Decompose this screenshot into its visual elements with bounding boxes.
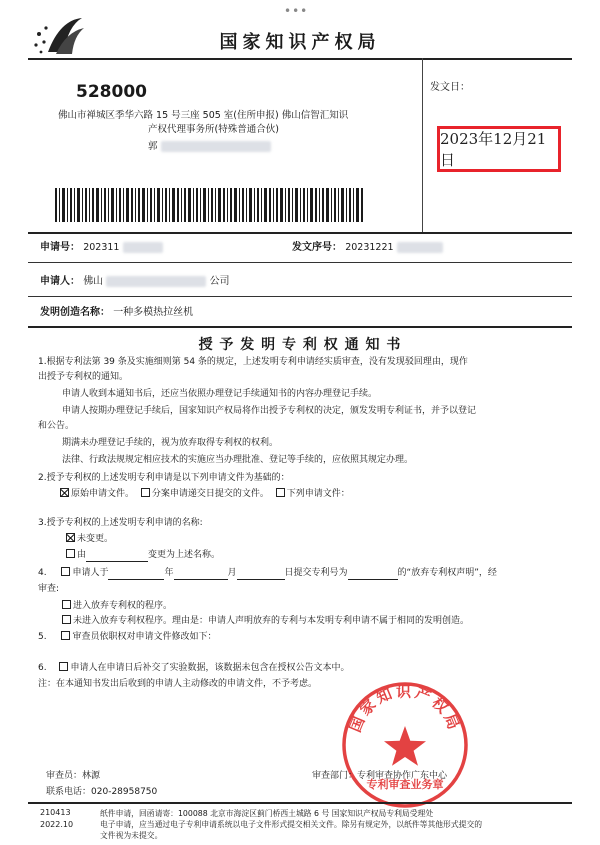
form-date: 2022.10	[40, 820, 74, 829]
redacted-name	[161, 141, 271, 152]
seal-outer-text: 国家知识产权局	[346, 682, 464, 735]
dept: 专利审查协作广东中心	[357, 771, 448, 781]
recipient-name-prefix: 郭	[148, 141, 158, 152]
recipient-name	[148, 139, 271, 154]
dispatch-no: 20231221	[345, 242, 394, 253]
s2-original-label: 原始申请文件。	[71, 489, 135, 499]
examiner-label: 审查员：	[46, 771, 83, 781]
s5-num: 5.	[38, 632, 47, 642]
issue-date-label: 发文日：	[430, 82, 470, 93]
barcode	[55, 188, 365, 222]
section2-title: 2.授予专利权的上述发明专利申请是以下列申请文件为基础的：	[38, 473, 290, 483]
s3-changed-row	[38, 549, 560, 562]
official-seal	[340, 680, 470, 810]
menu-dots[interactable]: •••	[284, 4, 309, 18]
s4-opt2-row	[38, 615, 560, 628]
applicant-prefix: 佛山	[83, 276, 104, 287]
s6-label: 申请人在申请日后补交了实验数据，该数据未包含在授权公告文本中。	[70, 663, 350, 673]
invention-row	[40, 305, 193, 320]
s6-row	[38, 662, 560, 675]
s3-unchanged-checkbox[interactable]	[66, 533, 75, 542]
invention-label: 发明创造名称：	[40, 307, 110, 318]
e-filing-line2: 文件视为未提交。	[100, 831, 163, 840]
s4-text-b: 年	[164, 568, 174, 578]
s3-old-name-blank[interactable]	[86, 551, 148, 562]
form-no: 210413	[40, 808, 71, 817]
header-divider	[422, 58, 423, 232]
s4-opt1-label: 进入放弃专利权的程序。	[73, 601, 173, 611]
redacted-application-no	[123, 242, 163, 253]
s4-text-c: 月	[227, 568, 237, 578]
s4-opt2-label: 未进入放弃专利权程序。理由是：申请人声明放弃的专利与本发明专利申请不属于相同的发明创造。	[73, 616, 470, 626]
fields-rule-1	[28, 262, 572, 263]
section2-options	[38, 488, 560, 501]
s4-text-a: 申请人于	[72, 568, 109, 578]
redacted-applicant	[106, 276, 206, 287]
para1-line1: 1.根据专利法第 39 条及实施细则第 54 条的规定，上述发明专利申请经实质审查，没有发现驳回理由，现作	[38, 357, 468, 367]
s2-original-checkbox[interactable]	[60, 488, 69, 497]
note: 注：在本通知书发出后收到的申请人主动修改的申请文件，不予考虑。	[38, 679, 318, 689]
issue-date: 2023年12月21日	[440, 130, 547, 169]
para3-line2: 和公告。	[38, 421, 75, 431]
para1-line2: 出授予专利权的通知。	[38, 372, 129, 382]
footer-rule	[28, 802, 572, 804]
s2-following-label: 下列申请文件：	[286, 489, 350, 499]
mail-line: 纸件申请，回函请寄：100088 北京市海淀区蓟门桥西土城路 6 号 国家知识产权局专利局受理处	[100, 809, 434, 818]
s2-following-checkbox[interactable]	[276, 488, 285, 497]
s2-divisional-label: 分案申请递交日提交的文件。	[151, 489, 269, 499]
s3-unchanged-label: 未变更。	[77, 534, 114, 544]
s4-opt2-checkbox[interactable]	[62, 615, 71, 624]
invention-name: 一种多模热拉丝机	[113, 307, 194, 318]
s3-changed-checkbox[interactable]	[66, 549, 75, 558]
s5-checkbox[interactable]	[61, 631, 70, 640]
postcode: 528000	[76, 82, 147, 102]
applicant-label: 申请人：	[40, 276, 80, 287]
issue-date-box	[437, 126, 561, 172]
s4-num: 4.	[38, 568, 47, 578]
seal-inner-text: 专利审查业务章	[366, 778, 444, 791]
applicant-row	[40, 274, 230, 289]
dispatch-no-row	[292, 240, 443, 255]
office-title: 国家知识产权局	[219, 32, 381, 53]
fields-rule-bottom	[28, 326, 572, 328]
s3-unchanged-row	[38, 533, 560, 546]
s4-opt1-checkbox[interactable]	[62, 600, 71, 609]
section3-title: 3.授予专利权的上述发明专利申请的名称:	[38, 518, 203, 528]
phone: 020-28958750	[91, 787, 158, 797]
para4: 期满未办理登记手续的，视为放弃取得专利权的权利。	[62, 438, 279, 448]
s4-text-e: 的“放弃专利权声明”，经	[397, 568, 497, 578]
para3-line1: 申请人按期办理登记手续后，国家知识产权局将作出授予专利权的决定，颁发发明专利证书，并予以登记	[62, 406, 477, 416]
examiner: 林源	[82, 771, 101, 781]
s2-divisional-checkbox[interactable]	[141, 488, 150, 497]
s4-day-blank[interactable]	[237, 569, 285, 580]
applicant-suffix: 公司	[209, 276, 230, 287]
application-no-label: 申请号：	[40, 242, 80, 253]
redacted-dispatch-no	[397, 242, 443, 253]
s4-patent-no-blank[interactable]	[348, 569, 398, 580]
fields-rule-top	[28, 232, 572, 234]
examiner-row	[46, 770, 100, 783]
notice-title: 授 予 发 明 专 利 权 通 知 书	[198, 337, 402, 353]
application-no-row	[40, 240, 163, 255]
s3-changed-to: 变更为上述名称。	[148, 550, 221, 560]
fields-rule-2	[28, 296, 572, 297]
phone-row	[46, 786, 157, 799]
s5-label: 审查员依职权对申请文件修改如下：	[72, 632, 217, 642]
para2: 申请人收到本通知书后，还应当依照办理登记手续通知书的内容办理登记手续。	[62, 389, 378, 399]
para5: 法律、行政法规规定相应技术的实施应当办理批准、登记等手续的，应依照其规定办理。	[62, 455, 414, 465]
s4-row	[38, 567, 560, 580]
s4-review: 审查:	[38, 584, 60, 594]
s3-changed-from: 由	[77, 550, 87, 560]
recipient-address-line2: 产权代理事务所(特殊普通合伙)	[148, 124, 279, 135]
s4-year-blank[interactable]	[108, 569, 164, 580]
phone-label: 联系电话：	[46, 787, 92, 797]
dispatch-no-label: 发文序号：	[292, 242, 342, 253]
s6-checkbox[interactable]	[59, 662, 68, 671]
s4-text-d: 日提交专利号为	[284, 568, 348, 578]
application-no: 202311	[83, 242, 120, 253]
dept-label: 审查部门：	[312, 771, 358, 781]
dept-row	[312, 770, 447, 783]
s5-row	[38, 631, 560, 644]
s4-checkbox[interactable]	[61, 567, 70, 576]
s4-opt1-row	[38, 600, 560, 613]
header-rule	[28, 58, 572, 60]
recipient-address-line1: 佛山市禅城区季华六路 15 号三座 505 室(住所申报) 佛山信智汇知识	[58, 110, 349, 121]
s4-month-blank[interactable]	[174, 569, 228, 580]
e-filing-line1: 电子申请，应当通过电子专利申请系统以电子文件形式提交相关文件。除另有规定外，以纸件等其他形式提交的	[100, 820, 483, 829]
s6-num: 6.	[38, 663, 47, 673]
